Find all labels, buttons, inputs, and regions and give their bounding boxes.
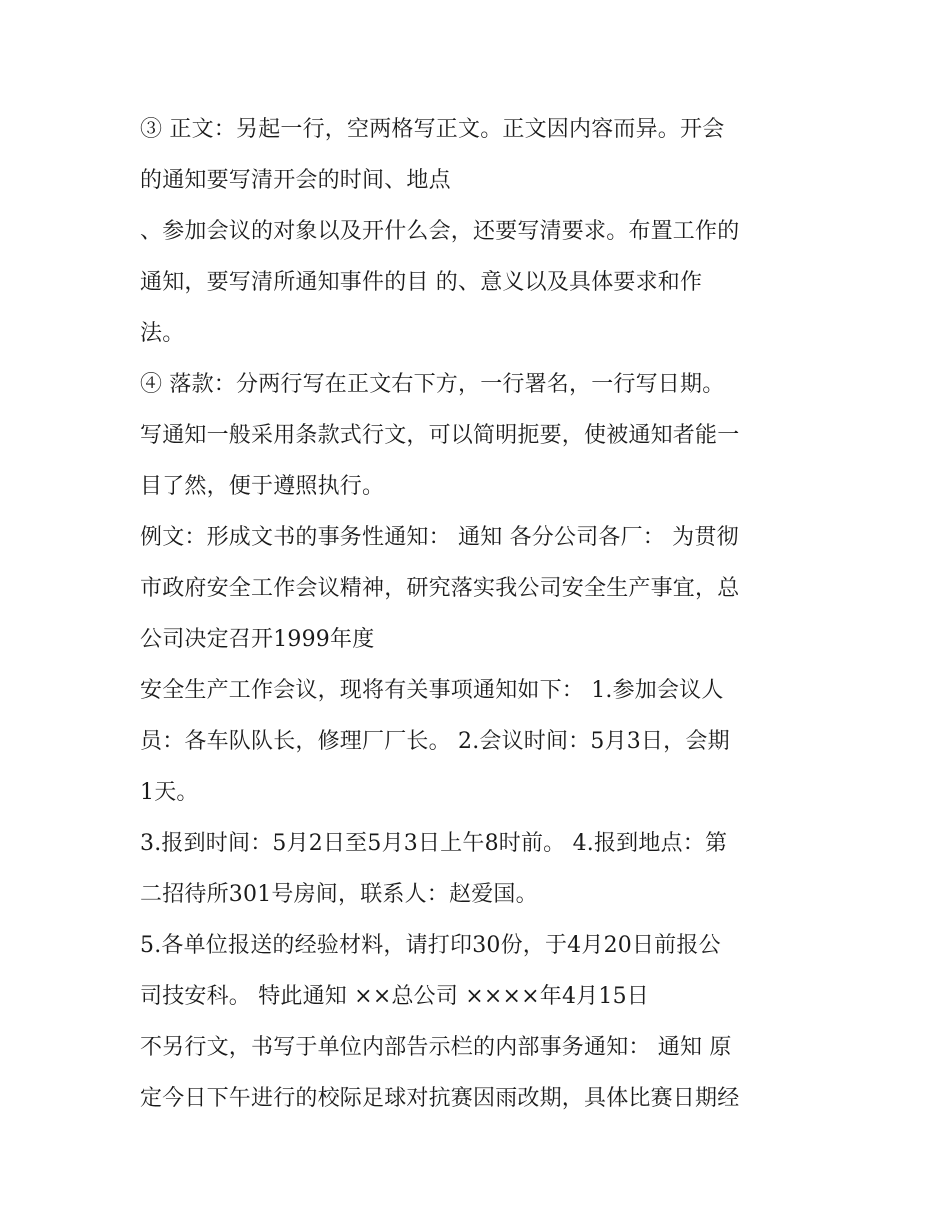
text-line: 公司决定召开1999年度 (140, 627, 375, 652)
text-line: 写通知一般采用条款式行文，可以简明扼要，使被通知者能一 (140, 423, 740, 448)
text-line: 市政府安全工作会议精神，研究落实我公司安全生产事宜，总 (140, 576, 740, 601)
text-line: 通知，要写清所通知事件的目 的、意义以及具体要求和作 (140, 270, 703, 295)
text-line: 安全生产工作会议，现将有关事项通知如下： 1.参加会议人 (140, 678, 724, 703)
text-line: 员：各车队队长，修理厂厂长。 2.会议时间：5月3日，会期 (140, 729, 730, 754)
text-line: 司技安科。 特此通知 ××总公司 ××××年4月15日 (140, 984, 649, 1009)
text-line: 例文：形成文书的事务性通知： 通知 各分公司各厂： 为贯彻 (140, 525, 739, 550)
text-line: 不另行文，书写于单位内部告示栏的内部事务通知： 通知 原 (140, 1035, 732, 1060)
text-line: 的通知要写清开会的时间、地点 (140, 168, 451, 193)
document-body (140, 110, 820, 1130)
text-line: 目了然，便于遵照执行。 (140, 474, 385, 499)
text-line: 定今日下午进行的校际足球对抗赛因雨改期，具体比赛日期经 (140, 1086, 740, 1111)
text-line: ④ 落款：分两行写在正文右下方，一行署名，一行写日期。 (140, 372, 725, 397)
text-line: 1天。 (140, 780, 199, 805)
text-line: 二招待所301号房间，联系人：赵爱国。 (140, 882, 538, 907)
text-line: 法。 (140, 321, 185, 346)
text-line: ③ 正文：另起一行，空两格写正文。正文因内容而异。开会 (140, 117, 725, 142)
text-line: 3.报到时间：5月2日至5月3日上午8时前。 4.报到地点：第 (140, 831, 728, 856)
text-line: 、参加会议的对象以及开什么会，还要写清要求。布置工作的 (140, 219, 740, 244)
text-line: 5.各单位报送的经验材料，请打印30份，于4月20日前报公 (140, 933, 721, 958)
